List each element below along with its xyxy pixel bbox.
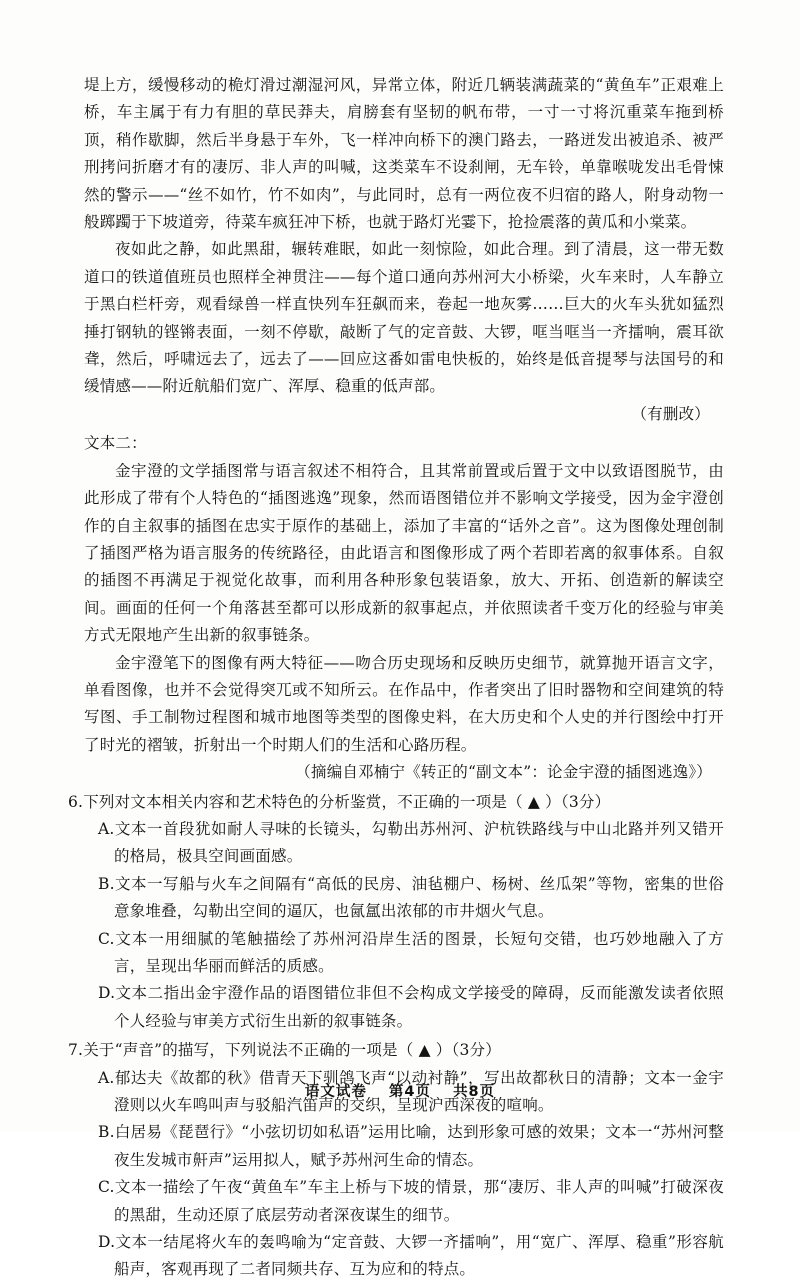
page-footer [0, 1080, 800, 1101]
footer-subject: 语文试卷 [304, 1084, 367, 1100]
question-6-option-c: C.文本一用细腻的笔触描绘了苏州河沿岸生活的图景，长短句交错，也巧妙地融入了方言，呈现出华丽而鲜活的质感。 [98, 929, 724, 975]
question-6-stem: 6.下列对文本相关内容和艺术特色的分析鉴赏，不正确的一项是（ ▲ ）（3分） [68, 792, 611, 811]
question-7-stem: 7.关于“声音”的描写，下列说法不正确的一项是（ ▲ ）（3分） [68, 1041, 501, 1060]
text2-source-citation: （摘编自邓楠宁《转正的“副文本”：论金宇澄的插图逃逸》） [295, 763, 712, 782]
page-content [68, 72, 724, 1284]
text1-paragraph-2: 夜如此之静，如此黑甜，辗转难眠，如此一刻惊险，如此合理。到了清晨，这一带无数道口的铁道值班员也照样全神贯注——每个道口通向苏州河大小桥梁，火车来时，人车静立于黑白栏杆旁，观看绿兽一样直快列车狂飙而来，卷起一地灰雾……巨大的火车头犹如猛烈捶打钢轨的铿锵表面，一刻不停歇，敲断了气的定音鼓、大锣，哐当哐当一齐擂响，震耳欲聋，然后，呼啸远去了，远去了——回应这番如雷电快板的，始终是低音提琴与法国号的和缓情感——附近航船们宽广、浑厚、稳重的低声部。 [84, 240, 724, 396]
text1-paragraph-1: 堤上方，缓慢移动的桅灯滑过潮湿河风，异常立体，附近几辆装满蔬菜的“黄鱼车”正艰难上桥，车主属于有力有胆的草民莽夫，肩膀套有坚韧的帆布带，一寸一寸将沉重菜车拖到桥顶，稍作歇脚，然后半身悬于车外，飞一样冲向桥下的澳门路去，一路迸发出被追杀、被严刑拷问折磨才有的凄厉、非人声的叫喊，这类菜车不设刹闸，无车铃，单靠喉咙发出毛骨悚然的警示——“丝不如竹，竹不如肉”，与此同时，总有一两位夜不归宿的路人，附身动物一般踯躅于下坡道旁，待菜车疯狂冲下桥，也就于路灯光霎下，抢捡震落的黄瓜和小棠菜。 [84, 76, 724, 232]
text1-edit-note: （有删改） [631, 404, 710, 423]
question-7 [68, 1037, 724, 1284]
question-6-option-b: B.文本一写船与火车之间隔有“高低的民房、油毡棚户、杨树、丝瓜架”等物，密集的世俗意象堆叠，勾勒出空间的逼仄，也氤氲出浓郁的市井烟火气息。 [98, 874, 724, 921]
question-6 [68, 789, 724, 1036]
question-7-option-d: D.文本一结尾将火车的轰鸣喻为“定音鼓、大锣一齐擂响”，用“宽广、浑厚、稳重”形容航船声，客观再现了二者同频共存、互为应和的特点。 [98, 1233, 724, 1279]
question-6-option-a: A.文本一首段犹如耐人寻味的长镜头，勾勒出苏州河、沪杭铁路线与中山北路并列又错开的格局，极具空间画面感。 [98, 819, 724, 866]
footer-page-number: 第4页 [388, 1084, 431, 1100]
text2-paragraph-2: 金宇澄笔下的图像有两大特征——吻合历史现场和反映历史细节，就算抛开语言文字，单看图像，也并不会觉得突兀或不知所云。在作品中，作者突出了旧时器物和空间建筑的特写图、手工制物过程图和城市地图等类型的图像史料，在大历史和个人史的并行图绘中打开了时光的褶皱，折射出一个时期人们的生活和心路历程。 [84, 653, 724, 754]
question-7-option-a: A.郁达夫《故都的秋》借青天下驯鸽飞声“以动衬静”，写出故都秋日的清静；文本一金宇澄则以火车鸣叫声与驳船汽笛声的交织，呈现沪西深夜的喧响。 [98, 1068, 724, 1115]
footer-total-pages: 共8页 [453, 1084, 496, 1100]
text2-paragraph-1: 金宇澄的文学插图常与语言叙述不相符合，且其常前置或后置于文中以致语图脱节，由此形成了带有个人特色的“插图逃逸”现象，然而语图错位并不影响文学接受，因为金宇澄创作的自主叙事的插图在忠实于原作的基础上，添加了丰富的“话外之音”。这为图像处理创制了插图严格为语言服务的传统路径，由此语言和图像形成了两个若即若离的叙事体系。自叙的插图不再满足于视觉化故事，而利用各种形象包装语象，放大、开拓、创造新的解读空间。画面的任何一个角落甚至都可以形成新的叙事起点，并依照读者千变万化的经验与审美方式无限地产生出新的叙事链条。 [84, 461, 724, 645]
text2-label: 文本二： [84, 434, 147, 453]
question-7-option-b: B.白居易《琵琶行》“小弦切切如私语”运用比喻，达到形象可感的效果；文本一“苏州河整夜生发城市鼾声”运用拟人，赋予苏州河生命的情态。 [98, 1123, 724, 1169]
question-7-option-c: C.文本一描绘了午夜“黄鱼车”车主上桥与下坡的情景，那“凄厉、非人声的叫喊”打破深夜的黑甜，生动还原了底层劳动者深夜谋生的细节。 [98, 1178, 724, 1224]
question-6-option-d: D.文本二指出金宇澄作品的语图错位非但不会构成文学接受的障碍，反而能激发读者依照个人经验与审美方式衍生出新的叙事链条。 [98, 984, 724, 1030]
